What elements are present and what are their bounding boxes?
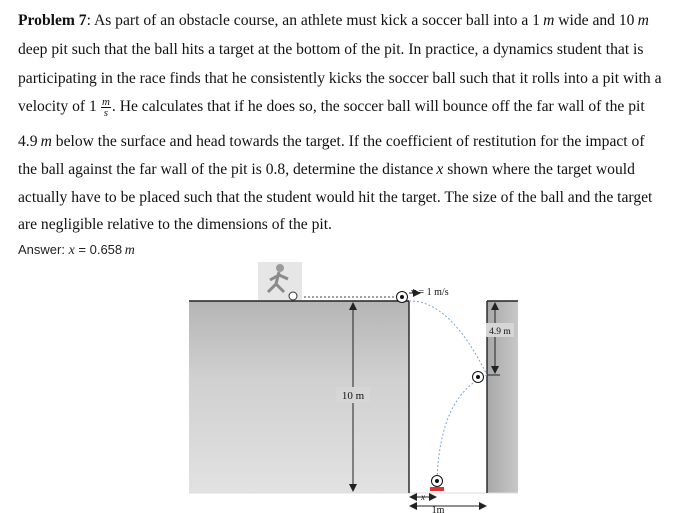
problem-line-3: participating in the race finds that he consistently kicks the soccer ball such that it rolls into a pit with a xyxy=(18,70,662,87)
x-label: x xyxy=(421,492,425,502)
velocity-label: v = 1 m/s xyxy=(411,287,449,298)
problem-line-1: Problem 7: As part of an obstacle course, an athlete must kick a soccer ball into a 1 m wide and 10 m xyxy=(18,12,649,29)
problem-line-4: velocity of 1 $\frac{m}{s}$ . He calculates that if he does so, the soccer ball will bounce off the far wall of the pit xyxy=(18,96,645,119)
soccer-ball-target-icon xyxy=(430,476,444,492)
left-ground-block xyxy=(189,301,409,493)
problem-line-7: actually have to be placed such that the student would hit the target. The size of the ball and the target xyxy=(18,189,653,206)
width-label: 1m xyxy=(431,505,445,513)
target-marker xyxy=(430,487,444,491)
problem-line-8: are negligible relative to the dimensions of the pit. xyxy=(18,216,332,233)
pit xyxy=(409,301,487,493)
bounce-depth-label: 4.9 m xyxy=(489,327,511,337)
problem-line-5: 4.9 m below the surface and head towards the target. If the coefficient of restitution for the impact of xyxy=(18,133,645,150)
athlete-icon xyxy=(258,262,302,300)
problem-heading: Problem 7 xyxy=(18,12,87,29)
velocity-unit-fraction: $\frac{m}{s}$ xyxy=(101,96,110,119)
answer-line: Answer: x = 0.658 m xyxy=(18,242,135,258)
soccer-ball-impact-icon xyxy=(473,372,484,383)
soccer-ball-start-icon xyxy=(397,292,408,303)
problem-line-2: deep pit such that the ball hits a target at the bottom of the pit. In practice, a dynamics student that is xyxy=(18,41,644,58)
problem-line-6: the ball against the far wall of the pit is 0.8, determine the distance x shown where the target would xyxy=(18,161,635,178)
depth-label: 10 m xyxy=(341,390,365,402)
